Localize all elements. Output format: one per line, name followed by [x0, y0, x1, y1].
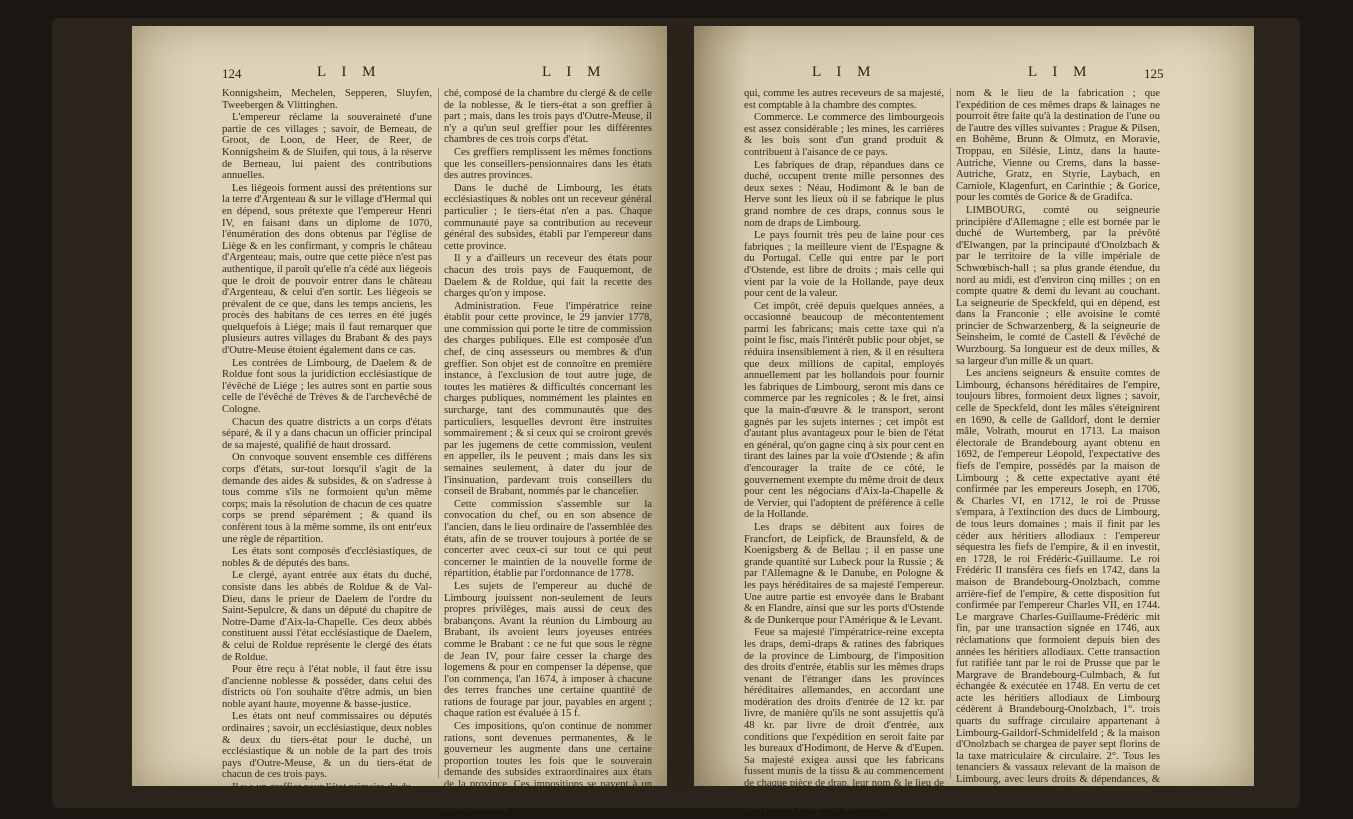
paragraph: L'empereur réclame la souveraineté d'une partie de ces villages ; savoir, de Bemeau, de Groot, de Loon, de Heer, de Reer, de Konnigsheim & de Sluifen, qui tous, à la réserve de Berneau, lui paient des contributions annuelles.	[222, 112, 432, 182]
running-head: L I M	[812, 64, 877, 80]
running-head: L I M	[1028, 64, 1093, 80]
paragraph: Chacun des quatre districts a un corps d'états séparé, & il y a dans chacun un officier principal de sa majesté, qualifié de haut drossard.	[222, 416, 432, 451]
paragraph: Les fabriques de drap, répandues dans ce duché, occupent trente mille personnes des deux sexes : Néau, Hodimont & le ban de Herve sont les lieux où il se fabrique le plus grand nombre de ces draps, connus sous le nom de draps de Limbourg.	[744, 159, 944, 229]
paragraph: Cet impôt, créé depuis quelques années, a occasionné beaucoup de mécontentement parmi les fabricans; mais cette taxe qui n'a point le fisc, mais l'intérêt public pour objet, se réduira insensiblement à rien, & il en résultera que deux millions de capital, employés annuellement par les hollandois pour fournir les fabriques de Limbourg, seront mis dans ce commerce par les regnicoles ; & le fret, ainsi que la main-d'œuvre & le transport, seront gagnés par les sujets internes ; cet impôt est d'autant plus avantageux pour le bien de l'état en général, qu'on gagne cinq à six pour cent en tirant des laines par la voie d'Ostende ; & afin d'encourager la traite de ce côté, le gouvernement exempte du même droit de deux pour cent les négocians d'Aix-la-Chapelle & de Vervier, qui l'adoptent de préférence à celle de la Hollande.	[744, 300, 944, 521]
paragraph: qui, comme les autres receveurs de sa majesté, est comptable à la chambre des comptes.	[744, 88, 944, 111]
text-column	[222, 88, 432, 794]
paragraph: nom & le lieu de la fabrication ; que l'expédition de ces mêmes draps & lainages ne pourroit être faite qu'à la destination de l'une ou de l'autre des villes suivantes : Prague & Pilsen, en Bohême, Brunn & Olmutz, en Moravie, Troppau, en Silésie, Lintz, dans la haute-Autriche, Vienne ou Crems, dans la basse-Autriche, Gratz, en Styrie, Laybach, en Carniole, Klagenfurt, en Carinthie ; & Gorice, pour les comtés de Gorice & de Gradifca.	[956, 88, 1160, 204]
paragraph: Il y a un greffier pour l'état primaire du du-	[232, 782, 415, 794]
paragraph: Ces impositions, qu'on continue de nommer rations, sont devenues permanentes, & le gouverneur les augmente dans une certaine proportion toutes les fois que le souverain demande des subsides extraordinaires aux états de la province. Ces impositions se payent à un receveur particulier, nommé le receveur des terres franches,	[444, 721, 652, 814]
paragraph: Les états ont neuf commissaires ou députés ordinaires ; savoir, un ecclésiastique, deux nobles & deux du tiers-état pour le duché, un ecclésiastique & un noble de la part des trois pays d'Outre-Meuse, & un du tiers-état de chacun de ces trois pays.	[222, 711, 432, 781]
paragraph: Le clergé, ayant entrée aux états du duché, consiste dans les abbés de Roldue & de Val-Dieu, dans le prieur de Daelem de l'ordre du Saint-Sepulcre, & dans un député du chapitre de Notre-Dame d'Aix-la-Chapelle. Ces deux abbés constituent aussi l'état ecclésiastique de Daelem, & celui de Roldue représente le clergé des états de Roldue.	[222, 570, 432, 663]
paragraph: Feue sa majesté l'impératrice-reine excepta les draps, demi-draps & ratines des fabriques de la province de Limbourg, de l'imposition des droits d'entrée, établis sur les mêmes draps venant de l'étranger dans les provinces héréditaires allemandes, en accordant une modération des droits d'entrée de 12 kr. par livre, de manière qu'ils ne sont assujettis qu'à 48 kr. par livre de droit d'entrée, aux conditions que l'expédition en seroit faite par les bureaux d'Hodimont, de Herve & d'Eupen. Sa majesté exigea aussi que les fabricans fussent munis de la tissu & au commencement de chaque pièce de drap, leur nom & le lieu de la fabrique ; & que chaque pièce seroit munie d'un plomb, désignant également le	[744, 627, 944, 813]
paragraph: Les états sont composés d'ecclésiastiques, de nobles & de députés des bans.	[222, 546, 432, 569]
paragraph: Les sujets de l'empereur au duché de Limbourg jouissent non-seulement de leurs propres privilèges, mais aussi de ceux des brabançons. Avant la réunion du Limbourg au Brabant, ils avoient leurs joyeuses entrées comme le Brabant : ce ne fut que sous le règne de Jean IV, pour faire cesser la charge des logemens & pour en compenser la dépense, que l'on commença, l'an 1674, à imposer à chacune des terres franches une certaine quantité de rations de fourage par jour, payables en argent ; chaque ration est évaluée à 15 f.	[444, 580, 652, 720]
paragraph: ché, composé de la chambre du clergé & de celle de la noblesse, & le tiers-état a son greffier à part ; mais, dans les trois pays d'Outre-Meuse, il n'y a qu'un seul greffier pour les différentes chambres de ces trois corps d'état.	[444, 88, 652, 146]
paragraph: Administration. Feue l'impératrice reine établit pour cette province, le 29 janvier 1778, une commission qui porte le titre de commission des charges publiques. Elle est composée d'un chef, de cinq assesseurs ou membres & d'un greffier. Son objet est de connoître en première instance, à l'exclusion de tout autre juge, de toutes les matières & difficultés concernant les charges publiques, nommément les plaintes en surcharge, tant des communautés que des particuliers, lesquelles devront être instruites sommairement ; & si ceux qui se croiront grevés par les jugemens de cette commission, veulent en appeller, ils le peuvent ; mais dans les six semaines seulement, à dater du jour de l'insinuation, pardevant trois conseillers du conseil de Brabant, nommés par le chancelier.	[444, 300, 652, 498]
text-column	[956, 88, 1160, 797]
right-page	[694, 26, 1254, 813]
page-number: 125	[1144, 66, 1164, 81]
paragraph: Les liégeois forment aussi des prétentions sur la terre d'Argenteau & sur le village d'Hermal qui en dépend, sous prétexte que l'empereur Henri IV, en faisant dans un diplome de 1070, l'énumération des dons obtenus par l'église de Liège & en les confirmant, y compris le château d'Argenteau; mais, outre que cette pièce n'est pas authentique, il paroît qu'elle n'a cédé aux liégeois que le droit de pouvoir entrer dans le château d'Argenteau, & celui d'en sortir. Les liégeois se prévalent de ce que, dans les temps anciens, les procès des habitans de ces terres en été jugés quelquefois à Liége; mais il faut remarquer que plusieurs autres villages du Brabant & des pays d'Outre-Meuse étoient également dans ce cas.	[222, 182, 432, 357]
paragraph: Cette commission s'assemble sur la convocation du chef, ou en son absence de l'ancien, dans le lieu ordinaire de l'assemblée des états, afin de se trouver toujours à portée de se concerter avec ceux-ci sur tout ce qui peut concerner le maintien de la nouvelle forme de répartition, établie par l'ordonnance de 1778.	[444, 498, 652, 580]
paragraph: LIMBOURG, comté ou seigneurie principière d'Allemagne ; elle est bornée par le duché de Wurtemberg, par la prévôté d'Elwangen, par la principauté d'Onolzbach & par le territoire de la ville impériale de Schwœbisch-hall ; sa plus grande étendue, du nord au midi, est d'environ cinq milles ; on en compte quatre & demi du levant au couchant. La seigneurie de Speckfeld, qui en dépend, est dans la Franconie ; elle avoisine le comté princier de Schwarzenberg, & la seigneurie de Seinsheim, le comté de Castell & l'évêché de Wurzbourg. Sa longueur est de deux milles, & sa largeur d'un mille & un quart.	[956, 204, 1160, 367]
running-head: L I M	[542, 64, 607, 80]
paragraph: Les anciens seigneurs & ensuite comtes de Limbourg, échansons héréditaires de l'empire, toujours libres, formoient deux lignes ; savoir, celle de Speckfeld, dont les mâles s'éteignirent en 1690, & celle de Galldorf, dont le dernier mâle, Volrath, mourut en 1713. La maison électorale de Brandebourg ayant obtenu en 1692, de l'empereur Léopold, l'expectative des fiefs de l'empire, possédés par la maison de Limbourg ; & cette expectative ayant été confirmée par les empereurs Joseph, en 1706, & Charles VI, en 1712, le roi de Prusse s'empara, à l'extinction des ducs de Limbourg, de tous leurs domaines ; mais il finit par les céder aux héritiers allodiaux : l'empereur séquestra les fiefs de l'empire, & il en investit, en 1728, le roi Frédéric-Guillaume. Le roi Frédéric II transféra ces fiefs en 1742, dans la maison de Brandebourg-Onolzbach, comme arrière-fief de l'empire, & cette disposition fut confirmée par l'empereur Charles VII, en 1744. Le margrave Charles-Guillaume-Frédéric mit fin, par une transaction signée en 1746, aux réclamations que formoient depuis bien des années les héritiers allodiaux. Cette transaction fut ratifiée tant par le roi de Prusse que par le Margrave de Brandebourg-Culmbach, & fut échangée & exécutée en 1748. En vertu de cet acte les héritiers allodiaux de Limbourg cédèrent à Brandebourg-Onolzbach, 1°. trois quarts du suffrage circulaire appartenant à Limbourg-Gaildorf-Schmidelfeld ; & la maison d'Onolzbach se chargea de payer sept florins de la taxe matriculaire & circulaire. 2°. Tous les tenanciers & vassaux relevant de la maison de Limbourg, avec leurs droits & dépendances, & sans en excepter autre chose que les droits des	[956, 368, 1160, 797]
column-rule	[950, 88, 951, 778]
paragraph: Les draps se débitent aux foires de Francfort, de Leipfick, de Braunsfeld, & de Koenigsberg & de Bellau ; il en passe une grande quantité sur Lubeck pour la Russie ; & par l'Allemagne & le Danube, en Pologne & les pays héréditaires de sa majesté l'empereur. Une autre partie est envoyée dans le Brabant & en Flandre, ainsi que sur les ports d'Ostende & de Dunkerque pour l'Amérique & le Levant.	[744, 521, 944, 626]
paragraph: Commerce. Le commerce des limbourgeois est assez considérable ; les mines, les carrières & les bois sont d'un grand produit & contribuent à l'aisance de ce pays.	[744, 112, 944, 158]
paragraph: Les contrées de Limbourg, de Daelem & de Roldue font sous la juridiction ecclésiastique de l'évêché de Liége ; les autres sont en partie sous celle de l'évêché de Trèves & de l'archevêché de Cologne.	[222, 357, 432, 416]
book-gutter	[666, 26, 694, 786]
left-page	[132, 26, 667, 814]
paragraph: Il y a d'ailleurs un receveur des états pour chacun des trois pays de Fauquemont, de Daelem & de Roldue, qui fait la recette des charges qu'on y impose.	[444, 253, 652, 300]
paragraph: Konnigsheim, Mechelen, Sepperen, Sluyfen, Tweebergen & Vlittinghen.	[222, 88, 432, 111]
page-number: 124	[222, 66, 242, 81]
column-rule	[438, 88, 439, 778]
running-head: L I M	[317, 64, 382, 80]
text-column	[444, 88, 652, 814]
text-column	[744, 88, 944, 813]
paragraph: Ces greffiers remplissent les mêmes fonctions que les conseillers-pensionnaires dans les états des autres provinces.	[444, 146, 652, 182]
paragraph: Pour être reçu à l'état noble, il faut être issu d'ancienne noblesse & posséder, dans celui des districts où l'on souhaite d'être admis, un bien noble ayant haute, moyenne & basse-justice.	[222, 664, 432, 710]
paragraph: On convoque souvent ensemble ces différens corps d'états, sur-tout lorsqu'il s'agit de la demande des aides & subsides, & on s'adresse à tous comme s'ils ne formoient qu'un même corps; mais la résolution de chacun de ces quatre corps se prend séparément ; & quand ils confèrent tous à la même somme, ils ont entr'eux une règle de répartition.	[222, 452, 432, 545]
paragraph: Le pays fournit très peu de laine pour ces fabriques ; la meilleure vient de l'Espagne & du Portugal. Celle qui entre par le port d'Ostende, est libre de droits ; mais celle qui vient par la voie de la Hollande, paye deux pour cent de la valeur.	[744, 230, 944, 300]
paragraph: Dans le duché de Limbourg, les états ecclésiastiques & nobles ont un receveur général particulier ; le tiers-état n'en a pas. Chaque communauté paye sa contribution au receveur général des subsides, établi par l'empereur dans cette province.	[444, 182, 652, 252]
